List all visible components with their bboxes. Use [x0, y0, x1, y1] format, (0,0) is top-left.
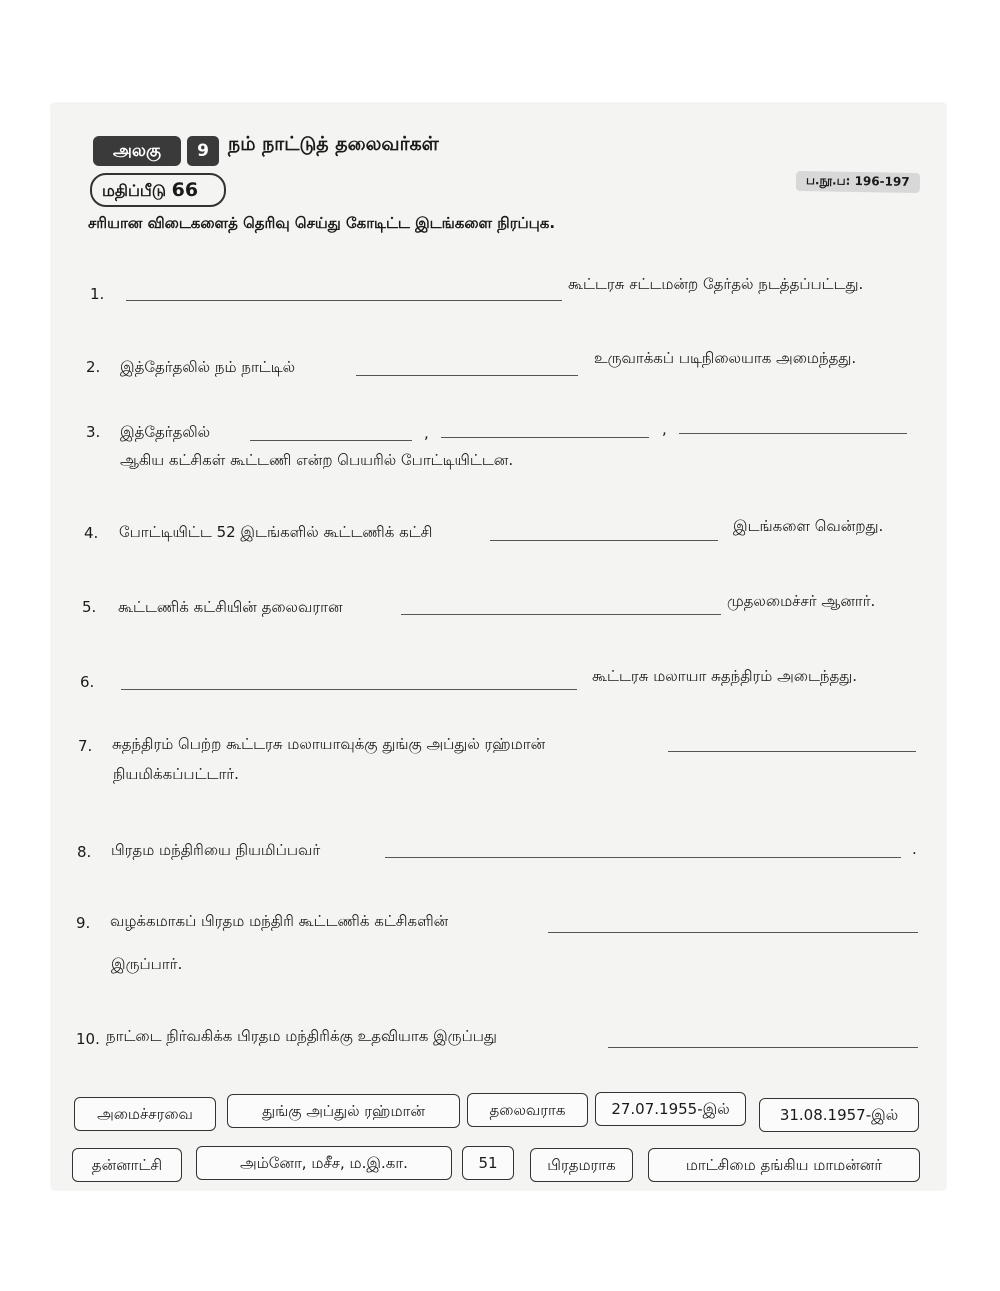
answer-blank-5[interactable]: [401, 614, 721, 615]
question-number: 1.: [90, 285, 105, 303]
question-number: 3.: [86, 423, 101, 441]
question-text: இடங்களை வென்றது.: [733, 517, 884, 535]
question-text: கூட்டரசு சட்டமன்ற தேர்தல் நடத்தப்பட்டது.: [568, 275, 864, 293]
option-chip[interactable]: 27.07.1955-இல்: [595, 1092, 746, 1126]
answer-blank-4[interactable]: [490, 540, 718, 541]
question-number: 2.: [86, 358, 101, 376]
answer-blank-6[interactable]: [121, 689, 577, 690]
option-chip[interactable]: மாட்சிமை தங்கிய மாமன்னர்: [648, 1148, 920, 1182]
question-number: 6.: [80, 673, 95, 691]
question-text: சுதந்திரம் பெற்ற கூட்டரசு மலாயாவுக்கு துங்கு அப்துல் ரஹ்மான்: [112, 735, 546, 753]
answer-blank-8[interactable]: [385, 857, 901, 858]
unit-label: அலகு: [93, 136, 181, 166]
question-text: உருவாக்கப் படிநிலையாக அமைந்தது.: [594, 349, 857, 367]
question-number: 4.: [84, 524, 99, 542]
option-chip[interactable]: 31.08.1957-இல்: [759, 1098, 919, 1132]
question-number: 5.: [82, 598, 97, 616]
unit-number: 9: [187, 136, 219, 166]
assessment-number: 66: [171, 179, 199, 201]
option-chip[interactable]: அம்னோ, மசீச, ம.இ.கா.: [196, 1146, 452, 1180]
question-text: நாட்டை நிர்வகிக்க பிரதம மந்திரிக்கு உதவியாக இருப்பது: [106, 1027, 497, 1045]
option-chip[interactable]: தலைவராக: [467, 1093, 588, 1127]
option-chip[interactable]: துங்கு அப்துல் ரஹ்மான்: [227, 1094, 460, 1128]
page-reference: ப.நூ.ப: 196-197: [796, 171, 920, 193]
answer-blank-1[interactable]: [126, 300, 562, 301]
question-text: இத்தேர்தலில்: [120, 423, 211, 441]
question-number: 10.: [76, 1030, 100, 1048]
question-number: 7.: [78, 737, 93, 755]
question-text: கூட்டணிக் கட்சியின் தலைவரான: [118, 598, 343, 616]
option-chip[interactable]: தன்னாட்சி: [72, 1148, 182, 1182]
answer-blank-3c[interactable]: [679, 433, 907, 434]
question-number: 9.: [76, 914, 91, 932]
question-text: .: [912, 840, 917, 858]
question-text: கூட்டரசு மலாயா சுதந்திரம் அடைந்தது.: [592, 667, 858, 685]
question-text: முதலமைச்சர் ஆனார்.: [727, 592, 876, 610]
option-chip[interactable]: பிரதமராக: [530, 1148, 633, 1182]
question-text: போட்டியிட்ட 52 இடங்களில் கூட்டணிக் கட்சி: [119, 523, 433, 541]
answer-blank-9[interactable]: [548, 932, 918, 933]
instruction: சரியான விடைகளைத் தெரிவு செய்து கோடிட்ட இடங்களை நிரப்புக.: [88, 214, 556, 232]
unit-title: நம் நாட்டுத் தலைவர்கள்: [228, 133, 439, 155]
question-text: நியமிக்கப்பட்டார்.: [113, 765, 239, 783]
question-text: பிரதம மந்திரியை நியமிப்பவர்: [111, 841, 321, 859]
answer-blank-7[interactable]: [668, 751, 916, 752]
answer-blank-2[interactable]: [356, 375, 578, 376]
assessment-badge: [90, 173, 226, 207]
comma: ,: [662, 420, 667, 438]
question-text: இருப்பார்.: [111, 955, 183, 973]
comma: ,: [424, 424, 429, 442]
answer-blank-3a[interactable]: [250, 440, 412, 441]
question-text: வழக்கமாகப் பிரதம மந்திரி கூட்டணிக் கட்சிகளின்: [110, 912, 449, 930]
assessment-label: மதிப்பீடு: [102, 181, 167, 200]
question-text: ஆகிய கட்சிகள் கூட்டணி என்ற பெயரில் போட்டியிட்டன.: [120, 451, 514, 469]
question-number: 8.: [77, 843, 92, 861]
option-chip[interactable]: அமைச்சரவை: [74, 1097, 216, 1131]
answer-blank-3b[interactable]: [441, 437, 649, 438]
option-chip[interactable]: 51: [462, 1146, 514, 1180]
answer-blank-10[interactable]: [608, 1047, 918, 1048]
question-text: இத்தேர்தலில் நம் நாட்டில்: [120, 358, 296, 376]
